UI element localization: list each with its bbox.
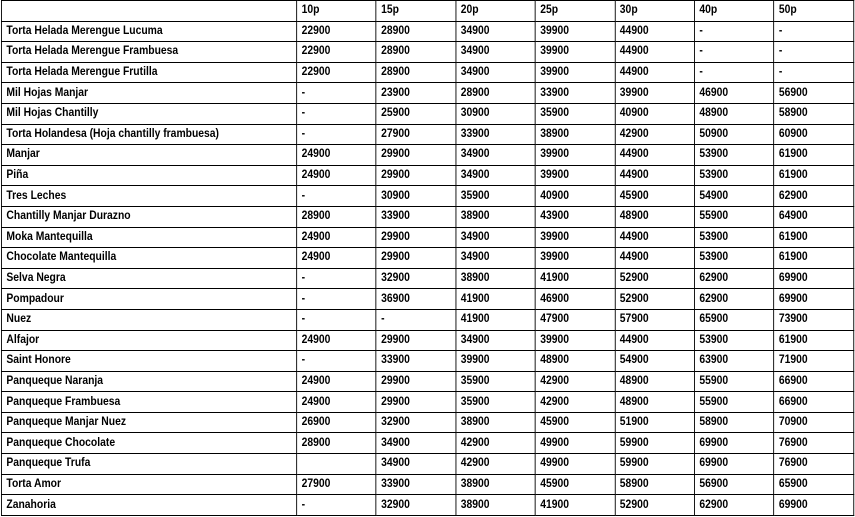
table-row (1, 186, 853, 207)
price-cell: 69900 (774, 289, 854, 310)
product-name-cell: Torta Helada Merengue Frambuesa (1, 42, 296, 63)
price-cell: 61900 (774, 165, 854, 186)
price-cell: 32900 (376, 268, 456, 289)
price-cell: 41900 (456, 289, 536, 310)
product-name-cell: Torta Helada Merengue Lucuma (1, 21, 296, 42)
table-row (1, 227, 853, 248)
table-row (1, 268, 853, 289)
price-cell: 22900 (297, 42, 377, 63)
price-cell: 34900 (456, 145, 536, 166)
header-cell-40p: 40p (694, 1, 774, 22)
price-cell: 73900 (774, 309, 854, 330)
price-cell: 65900 (774, 474, 854, 495)
price-cell: 56900 (694, 474, 774, 495)
price-cell: 57900 (615, 309, 695, 330)
price-cell: 69900 (774, 495, 854, 516)
price-cell: 38900 (456, 474, 536, 495)
price-cell: 28900 (297, 206, 377, 227)
price-cell: 28900 (376, 42, 456, 63)
price-cell: - (297, 83, 377, 104)
product-name-cell: Torta Amor (1, 474, 296, 495)
price-cell: 38900 (456, 412, 536, 433)
price-cell: 45900 (535, 412, 615, 433)
table-row (1, 83, 853, 104)
price-cell: 41900 (456, 309, 536, 330)
product-name-cell: Selva Negra (1, 268, 296, 289)
price-cell: 53900 (694, 227, 774, 248)
price-cell: 60900 (774, 124, 854, 145)
table-row (1, 248, 853, 269)
header-cell-30p: 30p (615, 1, 695, 22)
price-cell: 34900 (456, 248, 536, 269)
price-cell: 58900 (774, 103, 854, 124)
price-cell: 35900 (535, 103, 615, 124)
price-cell: 56900 (774, 83, 854, 104)
price-cell: 38900 (456, 206, 536, 227)
price-cell: 29900 (376, 248, 456, 269)
price-cell: 24900 (297, 145, 377, 166)
price-cell: 23900 (376, 83, 456, 104)
price-cell: 52900 (615, 495, 695, 516)
price-cell: 48900 (615, 206, 695, 227)
price-cell: - (297, 268, 377, 289)
header-cell-25p: 25p (535, 1, 615, 22)
price-cell: 43900 (535, 206, 615, 227)
price-cell: 49900 (535, 433, 615, 454)
price-cell: 35900 (456, 186, 536, 207)
price-cell: 69900 (694, 433, 774, 454)
product-name-cell: Zanahoria (1, 495, 296, 516)
price-cell: - (297, 495, 377, 516)
price-cell: 69900 (694, 454, 774, 475)
product-name-cell: Chantilly Manjar Durazno (1, 206, 296, 227)
product-name-cell: Mil Hojas Chantilly (1, 103, 296, 124)
price-table (1, 0, 854, 516)
price-cell: 39900 (456, 351, 536, 372)
price-cell: 24900 (297, 227, 377, 248)
price-cell: 51900 (615, 412, 695, 433)
price-cell: 59900 (615, 433, 695, 454)
table-row (1, 289, 853, 310)
price-cell: 44900 (615, 227, 695, 248)
price-cell: - (694, 42, 774, 63)
price-cell: 38900 (535, 124, 615, 145)
price-cell: 44900 (615, 62, 695, 83)
product-name-cell: Piña (1, 165, 296, 186)
price-cell: 42900 (456, 454, 536, 475)
price-cell: 41900 (535, 495, 615, 516)
price-cell: 33900 (535, 83, 615, 104)
price-cell: 39900 (535, 42, 615, 63)
product-name-cell: Panqueque Naranja (1, 371, 296, 392)
price-cell: 46900 (535, 289, 615, 310)
price-cell: 24900 (297, 248, 377, 269)
product-name-cell: Panqueque Manjar Nuez (1, 412, 296, 433)
price-cell: 29900 (376, 371, 456, 392)
header-cell-10p: 10p (297, 1, 377, 22)
price-cell: 34900 (456, 330, 536, 351)
price-cell: 34900 (456, 42, 536, 63)
price-cell: 29900 (376, 165, 456, 186)
table-row (1, 42, 853, 63)
price-cell: 54900 (615, 351, 695, 372)
table-row (1, 165, 853, 186)
price-cell: 34900 (456, 21, 536, 42)
price-cell: 30900 (456, 103, 536, 124)
product-name-cell: Manjar (1, 145, 296, 166)
header-row (1, 1, 853, 22)
price-cell: 62900 (694, 268, 774, 289)
price-cell: 24900 (297, 330, 377, 351)
price-cell: 25900 (376, 103, 456, 124)
table-row (1, 62, 853, 83)
price-cell: 55900 (694, 371, 774, 392)
price-cell: - (376, 309, 456, 330)
table-row (1, 330, 853, 351)
table-row (1, 371, 853, 392)
table-row (1, 351, 853, 372)
price-cell: 65900 (694, 309, 774, 330)
table-body (1, 21, 853, 515)
price-cell: 61900 (774, 145, 854, 166)
price-cell: 53900 (694, 330, 774, 351)
price-cell: 29900 (376, 145, 456, 166)
price-cell: - (694, 62, 774, 83)
table-row (1, 454, 853, 475)
price-cell: 59900 (615, 454, 695, 475)
price-cell: 42900 (456, 433, 536, 454)
price-cell: 69900 (774, 268, 854, 289)
price-cell: - (774, 21, 854, 42)
price-cell: 34900 (456, 62, 536, 83)
table-row (1, 474, 853, 495)
table-row (1, 145, 853, 166)
price-cell: 38900 (456, 495, 536, 516)
price-cell: 44900 (615, 330, 695, 351)
price-cell: 55900 (694, 206, 774, 227)
price-cell: 66900 (774, 392, 854, 413)
price-cell: 42900 (535, 371, 615, 392)
price-cell: 44900 (615, 21, 695, 42)
price-cell: 28900 (376, 62, 456, 83)
price-cell: - (297, 124, 377, 145)
table-row (1, 103, 853, 124)
price-cell: 62900 (694, 289, 774, 310)
price-cell: - (774, 62, 854, 83)
price-cell: 39900 (535, 62, 615, 83)
price-cell: 34900 (456, 227, 536, 248)
price-cell: 29900 (376, 227, 456, 248)
table-row (1, 495, 853, 516)
price-cell: 33900 (376, 474, 456, 495)
price-cell: 35900 (456, 371, 536, 392)
product-name-cell: Torta Helada Merengue Frutilla (1, 62, 296, 83)
price-cell: 34900 (376, 433, 456, 454)
price-cell: 50900 (694, 124, 774, 145)
price-cell: 45900 (535, 474, 615, 495)
table-row (1, 392, 853, 413)
price-cell: 39900 (535, 145, 615, 166)
price-cell: 24900 (297, 392, 377, 413)
price-cell: 24900 (297, 165, 377, 186)
price-cell: 58900 (694, 412, 774, 433)
table-row (1, 124, 853, 145)
price-cell: 28900 (456, 83, 536, 104)
price-cell: 44900 (615, 248, 695, 269)
price-cell: 63900 (694, 351, 774, 372)
price-cell: 64900 (774, 206, 854, 227)
price-cell: 42900 (615, 124, 695, 145)
price-cell: 49900 (535, 454, 615, 475)
price-cell: 29900 (376, 392, 456, 413)
product-name-cell: Alfajor (1, 330, 296, 351)
price-cell: 58900 (615, 474, 695, 495)
price-cell: 55900 (694, 392, 774, 413)
price-cell: 39900 (535, 21, 615, 42)
product-name-cell: Pompadour (1, 289, 296, 310)
product-name-cell: Panqueque Frambuesa (1, 392, 296, 413)
price-cell: 39900 (535, 227, 615, 248)
price-cell: 53900 (694, 165, 774, 186)
price-cell: 44900 (615, 42, 695, 63)
price-cell: 40900 (535, 186, 615, 207)
table-row (1, 206, 853, 227)
product-name-cell: Moka Mantequilla (1, 227, 296, 248)
price-cell: - (297, 351, 377, 372)
price-cell: 48900 (615, 392, 695, 413)
price-cell: 70900 (774, 412, 854, 433)
price-cell: 34900 (376, 454, 456, 475)
product-name-cell: Mil Hojas Manjar (1, 83, 296, 104)
price-cell: 44900 (615, 165, 695, 186)
product-name-cell: Torta Holandesa (Hoja chantilly frambuesa) (1, 124, 296, 145)
price-cell: 30900 (376, 186, 456, 207)
price-cell: 38900 (456, 268, 536, 289)
table-row (1, 309, 853, 330)
price-cell: 48900 (535, 351, 615, 372)
header-cell-20p: 20p (456, 1, 536, 22)
price-cell: 41900 (535, 268, 615, 289)
price-cell: 45900 (615, 186, 695, 207)
price-cell: 39900 (535, 165, 615, 186)
table-row (1, 433, 853, 454)
table-row (1, 412, 853, 433)
product-name-cell: Panqueque Chocolate (1, 433, 296, 454)
price-cell: 27900 (297, 474, 377, 495)
price-cell: - (694, 21, 774, 42)
price-cell: - (297, 186, 377, 207)
product-name-cell: Panqueque Trufa (1, 454, 296, 475)
price-cell: 61900 (774, 227, 854, 248)
price-cell: 76900 (774, 454, 854, 475)
price-cell: 22900 (297, 62, 377, 83)
product-name-cell: Nuez (1, 309, 296, 330)
price-cell: - (297, 103, 377, 124)
price-cell: 71900 (774, 351, 854, 372)
price-cell: - (297, 289, 377, 310)
price-cell: 34900 (456, 165, 536, 186)
price-cell: 53900 (694, 248, 774, 269)
price-cell: 26900 (297, 412, 377, 433)
price-cell: 27900 (376, 124, 456, 145)
price-cell: 36900 (376, 289, 456, 310)
price-cell: 52900 (615, 268, 695, 289)
price-cell: 66900 (774, 371, 854, 392)
price-cell: 52900 (615, 289, 695, 310)
header-cell-15p: 15p (376, 1, 456, 22)
price-cell: 46900 (694, 83, 774, 104)
price-cell: - (774, 42, 854, 63)
price-cell: 53900 (694, 145, 774, 166)
price-cell: 61900 (774, 248, 854, 269)
header-cell-50p: 50p (774, 1, 854, 22)
price-cell: 42900 (535, 392, 615, 413)
price-cell: 61900 (774, 330, 854, 351)
price-cell: 33900 (456, 124, 536, 145)
price-cell: 28900 (376, 21, 456, 42)
price-cell: 39900 (535, 248, 615, 269)
price-cell: 29900 (376, 330, 456, 351)
price-cell: 35900 (456, 392, 536, 413)
price-cell: - (297, 309, 377, 330)
price-cell: 32900 (376, 495, 456, 516)
price-cell: 22900 (297, 21, 377, 42)
product-name-cell: Saint Honore (1, 351, 296, 372)
price-cell: 54900 (694, 186, 774, 207)
price-cell (297, 454, 377, 475)
price-cell: 48900 (615, 371, 695, 392)
product-name-cell: Chocolate Mantequilla (1, 248, 296, 269)
price-cell: 33900 (376, 206, 456, 227)
product-name-cell: Tres Leches (1, 186, 296, 207)
price-cell: 62900 (694, 495, 774, 516)
price-cell: 47900 (535, 309, 615, 330)
price-cell: 62900 (774, 186, 854, 207)
price-cell: 76900 (774, 433, 854, 454)
header-corner-cell (1, 1, 296, 22)
price-cell: 39900 (615, 83, 695, 104)
price-cell: 24900 (297, 371, 377, 392)
price-cell: 40900 (615, 103, 695, 124)
price-cell: 48900 (694, 103, 774, 124)
table-row (1, 21, 853, 42)
price-cell: 33900 (376, 351, 456, 372)
price-cell: 32900 (376, 412, 456, 433)
price-cell: 39900 (535, 330, 615, 351)
price-cell: 44900 (615, 145, 695, 166)
price-cell: 28900 (297, 433, 377, 454)
